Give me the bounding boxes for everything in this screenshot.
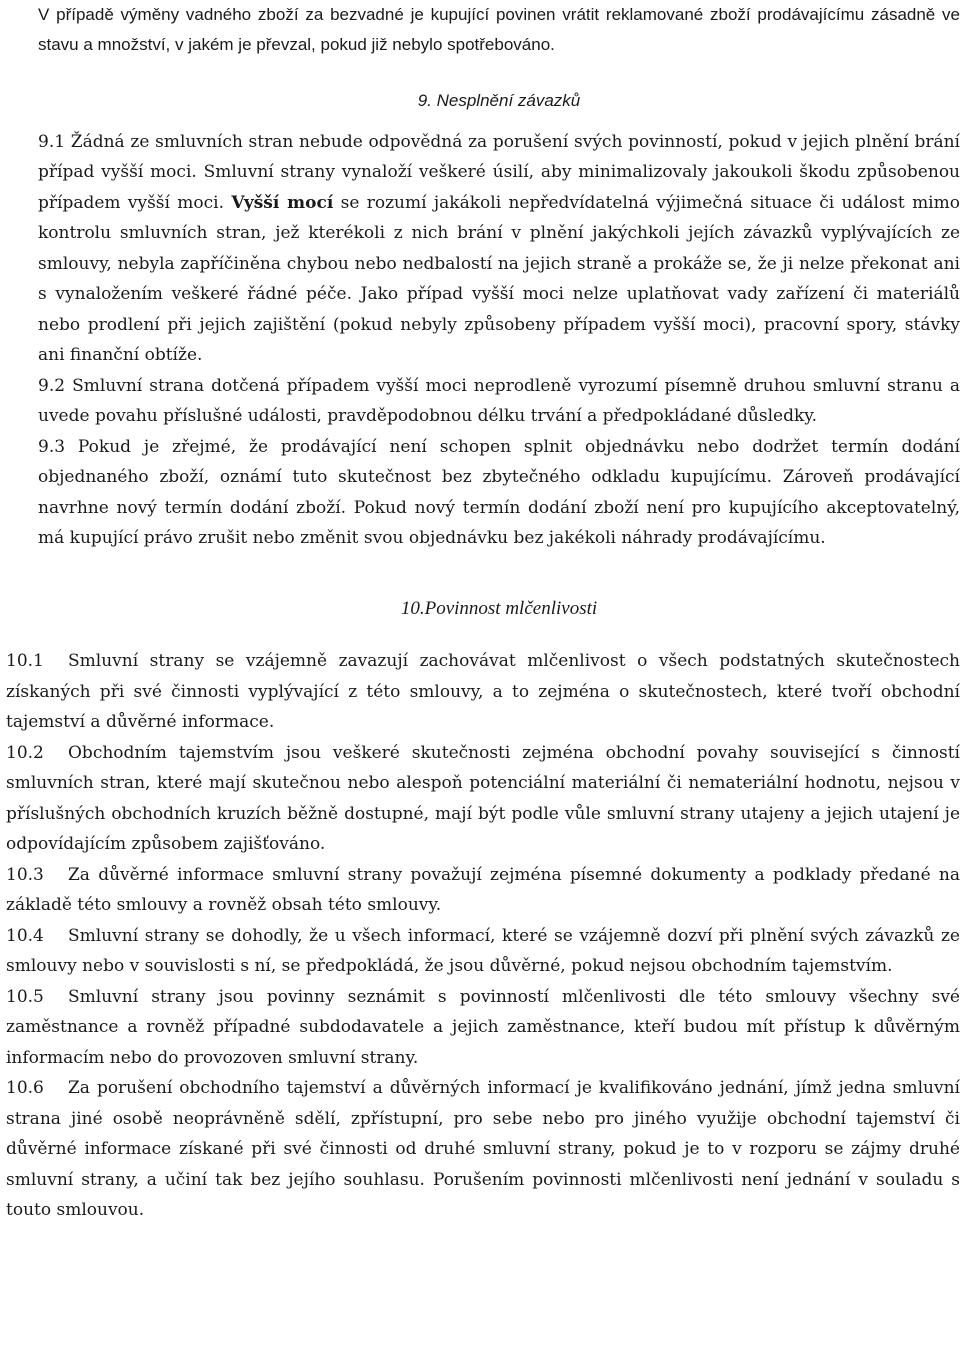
clause-10-5 [6,982,960,1074]
document-page [6,0,960,1226]
clause-text: Smluvní strany se dohodly, že u všech informací, které se vzájemně dozví při plnění svých závazků ze smlouvy nebo v souvislosti s ní, se předpokládá, že jsou důvěrné, pokud nejsou obchodním tajemstvím. [6,925,960,976]
clause-text: Za porušení obchodního tajemství a důvěrných informací je kvalifikováno jednání, jímž jedna smluvní strana jiné osobě neoprávněně sdělí, zpřístupní, pro sebe nebo pro jiného využije obchodní tajemství či důvěrné informace získané při své činnosti od druhé smluvní strany, pokud je to v rozporu se zájmy druhé smluvní strany, a učiní tak bez jejího souhlasu. Porušením povinnosti mlčenlivosti není jednání v souladu s touto smlouvou. [6,1078,960,1220]
clause-text: Smluvní strany jsou povinny seznámit s povinností mlčenlivosti dle této smlouvy všechny své zaměstnance a rovněž případné subdodavatele a jejich zaměstnance, kteří budou mít přístup k důvěrným informacím nebo do provozoven smluvní strany. [6,986,960,1068]
section-9-heading: 9. Nesplnění závazků [417,91,581,110]
clause-number: 9.1 [38,131,66,152]
clause-text: Pokud je zřejmé, že prodávající není schopen splnit objednávku nebo dodržet termín dodání objednaného zboží, oznámí tuto skutečnost bez zbytečného odkladu kupujícímu. Zároveň prodávající navrhne nový termín dodání zboží. Pokud nový termín dodání zboží není pro kupujícího akceptovatelný, má kupující právo zrušit nebo změnit svou objednávku bez jakékoli náhrady prodávajícímu. [38,436,960,548]
clause-text: Obchodním tajemstvím jsou veškeré skutečnosti zejména obchodní povahy související s činností smluvních stran, které mají skutečnou nebo alespoň potenciální materiální či nemateriální hodnotu, nejsou v příslušných obchodních kruzích běžně dostupné, mají být podle vůle smluvní strany utajeny a jejich utajení je odpovídajícím způsobem zajišťováno. [6,742,960,854]
clause-number: 10.3 [6,864,44,885]
clause-10-4 [6,921,960,982]
intro-paragraph: V případě výměny vadného zboží za bezvadné je kupující povinen vrátit reklamované zboží prodávajícímu zásadně ve stavu a množství, v jakém je převzal, pokud již nebylo spotřebováno. [38,5,960,54]
section-10-heading: 10.Povinnost mlčenlivosti [400,597,598,619]
clause-bold-term: Vyšší mocí [231,192,334,213]
clause-10-1 [6,646,960,738]
clause-number: 9.3 [38,436,66,457]
clause-number: 10.2 [6,742,44,763]
clause-number: 9.2 [38,375,66,396]
clause-number: 10.6 [6,1078,44,1098]
clause-text: Smluvní strany se vzájemně zavazují zachovávat mlčenlivost o všech podstatných skutečnostech získaných při své činnosti vyplývající z této smlouvy, a to zejména o skutečnostech, které tvoří obchodní tajemství a důvěrné informace. [6,651,960,732]
clause-9-3 [38,432,960,554]
section-9-body [38,127,960,554]
clause-10-3 [6,860,960,921]
clause-text: Smluvní strana dotčená případem vyšší moci neprodleně vyrozumí písemně druhou smluvní stranu a uvede povahu příslušné události, pravděpodobnou délku trvání a předpokládané důsledky. [38,375,960,426]
clause-text: se rozumí jakákoli nepředvídatelná výjimečná situace či událost mimo kontrolu smluvních stran, jež kterékoli z nich brání v plnění jakýchkoli jejích závazků vyplývajících ze smlouvy, nebyla zapříčiněna chybou nebo nedbalostí na jejich straně a prokáže se, že ji nelze překonat ani s vynaložením veškeré řádné péče. Jako případ vyšší moci nelze uplatňovat vady zařízení či materiálů nebo prodlení při jejich zajištění (pokud nebyly způsobeny případem vyšší moci), pracovní spory, stávky ani finanční obtíže. [38,192,960,365]
section-10-body [6,646,960,1226]
clause-10-6 [6,1073,960,1226]
clause-9-1 [38,127,960,371]
clause-text: Žádná ze smluvních stran nebude odpovědná za porušení svých povinností, pokud v jejich plnění brání případ vyšší moci. Smluvní strany vynaloží veškeré úsilí, aby minimalizovaly jakoukoli škodu způsobenou případem vyšší moci. [38,131,960,213]
clause-number: 10.1 [6,651,44,671]
clause-text: Za důvěrné informace smluvní strany považují zejména písemné dokumenty a podklady předané na základě této smlouvy a rovněž obsah této smlouvy. [6,864,960,915]
clause-number: 10.4 [6,925,44,946]
clause-10-2 [6,738,960,860]
clause-number: 10.5 [6,986,44,1007]
clause-9-2 [38,371,960,432]
